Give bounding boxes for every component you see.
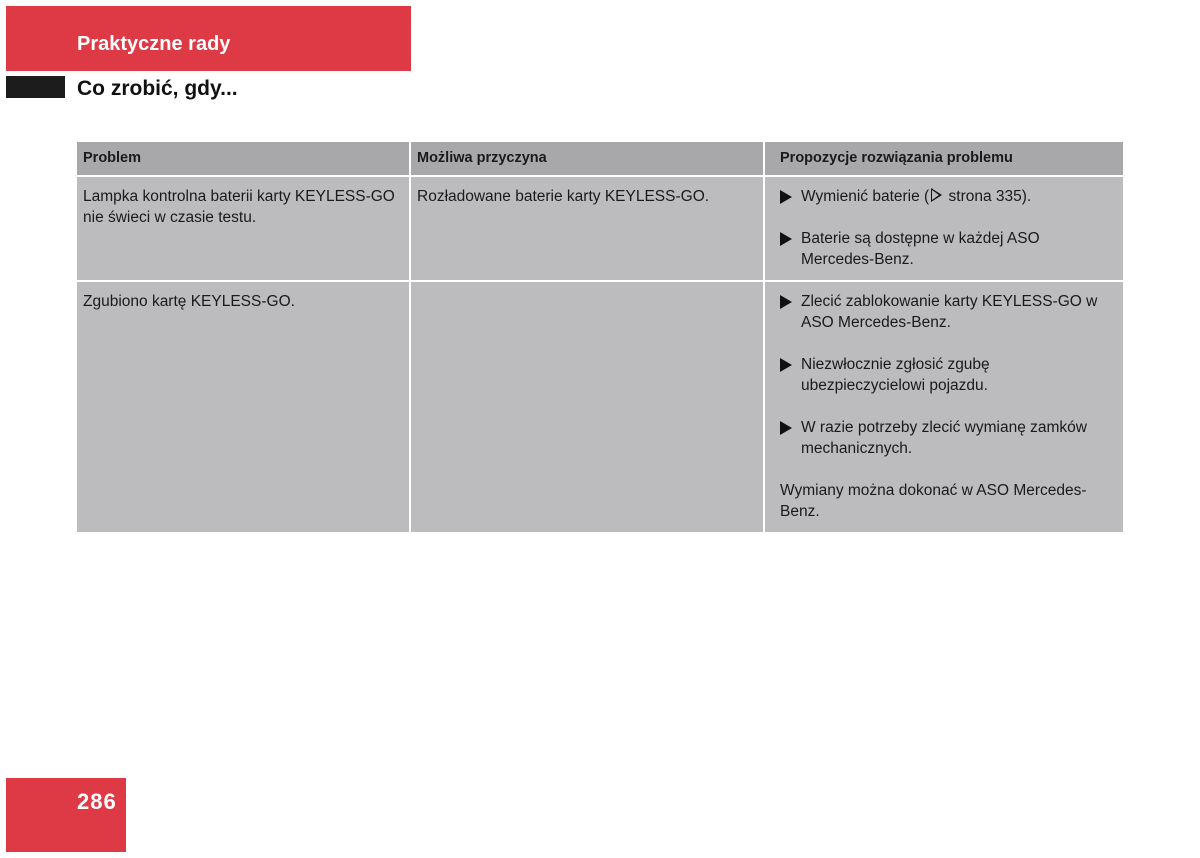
triangle-right-icon <box>780 421 792 435</box>
solution-text-after-ref: strona 335). <box>944 188 1032 205</box>
solution-item <box>780 186 1117 207</box>
table-cell-problem: Lampka kontrolna baterii karty KEYLESS-GO nie świeci w czasie testu. <box>77 177 411 282</box>
solution-item <box>780 228 1117 270</box>
solution-text-before-ref: Wymienić baterie ( <box>801 188 930 205</box>
table-cell-problem: Zgubiono kartę KEYLESS-GO. <box>77 282 411 534</box>
triangle-right-icon <box>780 190 792 204</box>
reference-triangle-icon <box>931 188 942 202</box>
triangle-right-icon <box>780 232 792 246</box>
solution-item <box>780 291 1117 333</box>
solution-item <box>780 354 1117 396</box>
table-cell-solutions <box>765 177 1123 282</box>
troubleshooting-table <box>77 142 1123 534</box>
column-header-cause: Możliwa przyczyna <box>411 142 765 177</box>
solution-text: W razie potrzeby zlecić wymianę zamków mechanicznych. <box>801 419 1087 457</box>
triangle-right-icon <box>780 358 792 372</box>
solution-item <box>780 417 1117 459</box>
header-black-marker <box>6 76 65 98</box>
table-cell-solutions <box>765 282 1123 534</box>
table-cell-cause <box>411 282 765 534</box>
column-header-problem: Problem <box>77 142 411 177</box>
page-number: 286 <box>77 789 117 814</box>
section-title: Praktyczne rady <box>77 33 231 55</box>
column-header-solution: Propozycje rozwiązania problemu <box>765 142 1123 177</box>
solution-text: Baterie są dostępne w każdej ASO Mercedes-Benz. <box>801 230 1040 268</box>
table-cell-cause: Rozładowane baterie karty KEYLESS-GO. <box>411 177 765 282</box>
solution-text: Zlecić zablokowanie karty KEYLESS-GO w ASO Mercedes-Benz. <box>801 293 1098 331</box>
solution-note: Wymiany można dokonać w ASO Mercedes-Benz. <box>780 482 1087 520</box>
page-title: Co zrobić, gdy... <box>77 77 238 100</box>
solution-text: Niezwłocznie zgłosić zgubę ubezpieczycielowi pojazdu. <box>801 356 990 394</box>
triangle-right-icon <box>780 295 792 309</box>
